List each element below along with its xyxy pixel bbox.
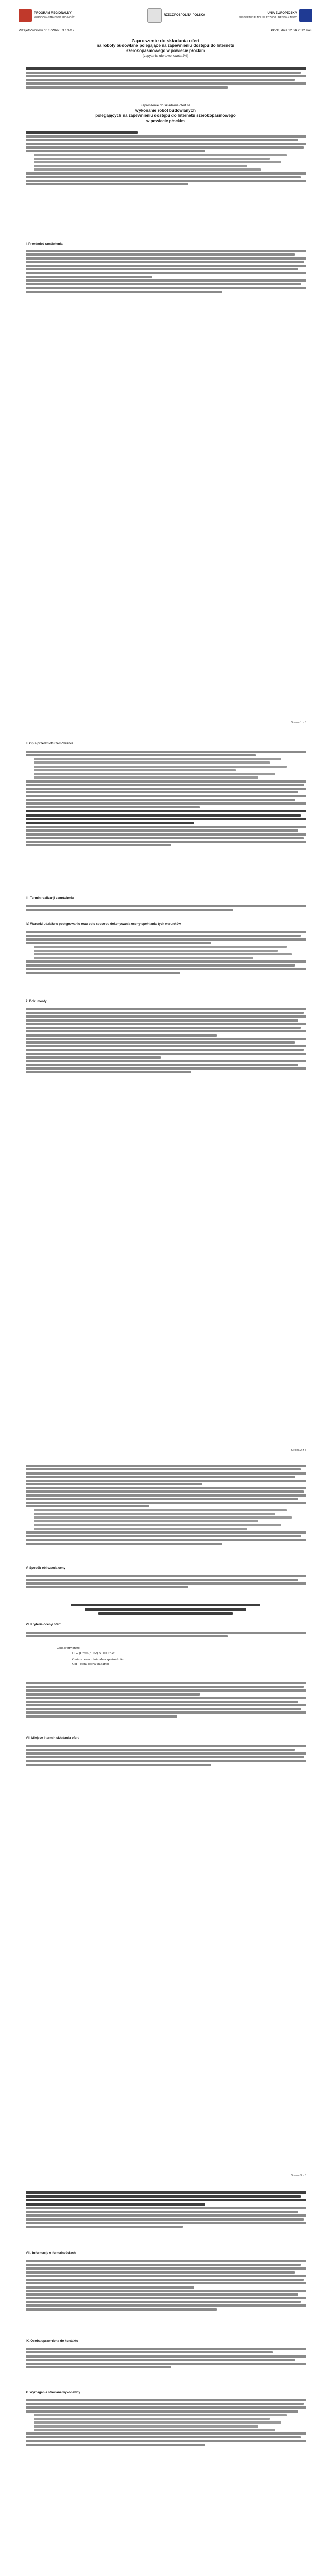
logo-center-title: RZECZPOSPOLITA POLSKA [164, 13, 205, 17]
formula-cof: Cof – cena oferty badanej [72, 1663, 109, 1666]
page-number-3: Strona 3 z 5 [291, 2174, 306, 2177]
section-title [31, 103, 300, 124]
heading-docs: 2. Dokumenty [26, 999, 47, 1003]
program-regionalny-icon [19, 9, 32, 22]
section-body-6 [26, 1007, 306, 1075]
heading-contact: IX. Osoba uprawniona do kontaktu [26, 2339, 78, 2343]
heading-description: II. Opis przedmiotu zamówienia [26, 742, 74, 745]
section-body-15 [26, 2398, 306, 2447]
heading-subject: I. Przedmiot zamówienia [26, 242, 63, 246]
title-line-2: na roboty budowlane polegające na zapewnieniu dostępu do Internetu [96, 43, 235, 48]
section-body-3 [26, 749, 306, 848]
section-body-13 [26, 2259, 306, 2312]
section-body-1 [26, 130, 306, 187]
section-body-5 [26, 929, 306, 975]
logo-right-subtitle: EUROPEJSKI FUNDUSZ ROZWOJU REGIONALNEGO [238, 16, 297, 19]
section-title-line-4: w powiecie płockim [146, 118, 185, 123]
price-formula [57, 1647, 126, 1666]
eu-flag-icon [299, 9, 312, 22]
section-body-11 [26, 1743, 306, 1767]
announcement-title [31, 1602, 300, 1616]
formula-expression: C = (Cmin / Cof) × 100 pkt [72, 1652, 115, 1655]
heading-criteria: VI. Kryteria oceny ofert [26, 1623, 61, 1626]
section-body-7 [26, 1463, 306, 1546]
program-regionalny-logo [19, 6, 75, 25]
logo-right-title: UNIA EUROPEJSKA [267, 12, 297, 15]
heading-formalities: VIII. Informacje o formalnościach [26, 2251, 76, 2255]
heading-place: VII. Miejsce i termin składania ofert [26, 1736, 79, 1740]
section-body-4 [26, 904, 306, 912]
section-title-line-3: polegających na zapewnieniu dostępu do Internetu szerokopasmowego [95, 113, 236, 118]
heading-price: V. Sposób obliczenia ceny [26, 1566, 66, 1570]
document-title [31, 38, 300, 59]
case-number: Przejęto/wnioski nr: SIWRPL.3.1/4/12 [19, 29, 75, 32]
title-line-4: (zapytanie ofertowe kwota 2%) [143, 54, 188, 58]
eagle-emblem-icon [147, 8, 162, 23]
page-number-2: Strona 2 z 5 [291, 1449, 306, 1452]
formula-cmin: Cmin – cena minimalna spośród ofert [72, 1658, 126, 1662]
page-number-1: Strona 1 z 5 [291, 721, 306, 724]
eu-logo [239, 6, 312, 25]
section-body-8 [26, 1573, 306, 1590]
document-header [19, 5, 312, 28]
section-body-10 [26, 1681, 306, 1719]
formula-label: Cena oferty brutto [57, 1647, 80, 1650]
section-body-9 [26, 1630, 306, 1639]
intro-text [26, 66, 306, 90]
section-title-line-2: wykonanie robót budowlanych [135, 108, 196, 113]
heading-requirements: X. Wymagania stawiane wykonawcy [26, 2391, 80, 2394]
heading-conditions: IV. Warunki udziału w postępowaniu oraz opis sposobu dokonywania oceny spełniania tych warunków [26, 922, 181, 926]
section-body-14 [26, 2346, 306, 2370]
title-line-1: Zaproszenie do składania ofert [131, 38, 200, 43]
heading-term: III. Termin realizacji zamówienia [26, 896, 74, 900]
section-body-2 [26, 248, 306, 294]
reference-line [19, 29, 312, 32]
document-date: Płock, dnia 12.04.2012 roku [271, 29, 312, 32]
title-line-3: szerokopasmowego w powiecie płockim [126, 48, 205, 53]
section-body-12 [26, 2190, 306, 2229]
poland-emblem-logo [147, 6, 205, 25]
logo-left-title: PROGRAM REGIONALNY [34, 12, 72, 15]
logo-left-subtitle: NARODOWA STRATEGIA SPÓJNOŚCI [34, 16, 76, 19]
section-title-line-1: Zaproszenie do składania ofert na [140, 104, 191, 107]
